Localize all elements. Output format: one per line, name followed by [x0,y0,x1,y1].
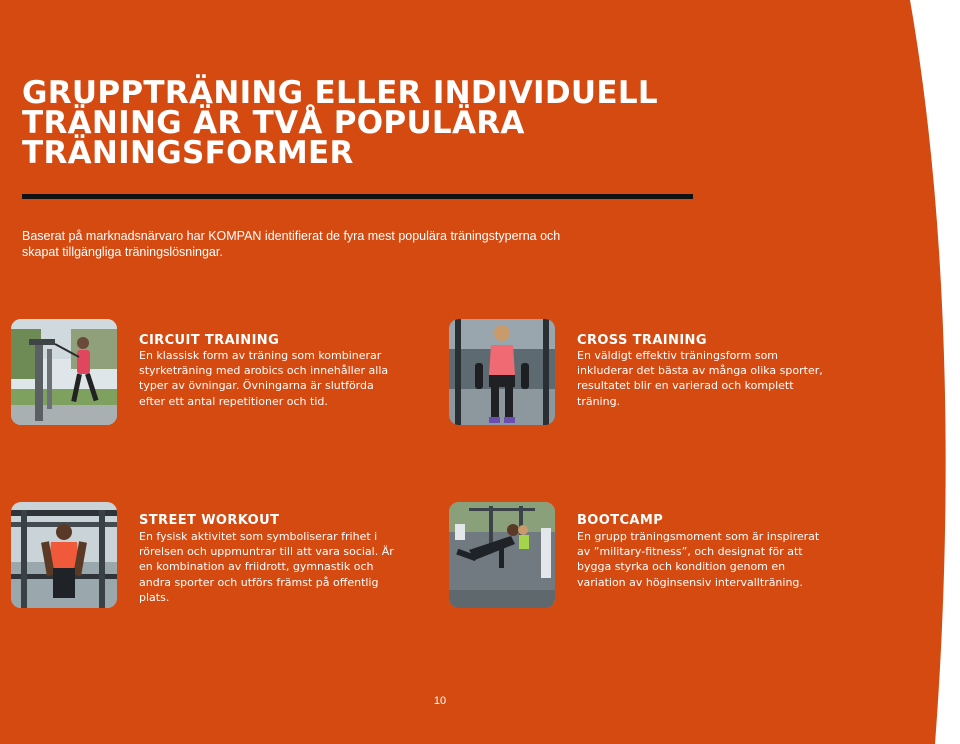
card-title-cross-training: CROSS TRAINING [577,333,707,348]
card-text-circuit-training: En klassisk form av träning som kombinerar styrketräning med arobics och innehåller alla typer av övningar. Övningarna är slutförda efter ett antal repetitioner och tid. [139,349,389,408]
page-title [22,75,722,171]
intro-text: Baserat på marknadsnärvaro har KOMPAN identifierat de fyra mest populära träningstyperna och skapat tillgängliga träningslösningar. [22,229,561,259]
card-text-bootcamp: En grupp träningsmoment som är inspirerat av ”military-fitness”, och designat för att bygga styrka och kondition genom en variation av höginsensiv intervallträning. [577,530,820,589]
card-title-bootcamp: BOOTCAMP [577,513,664,528]
card-title-street-workout: STREET WORKOUT [139,513,280,528]
title-divider [22,194,693,199]
cross-training-photo [449,319,555,425]
card-title-circuit-training: CIRCUIT TRAINING [139,333,280,348]
street-workout-photo [11,502,117,608]
page-number: 10 [433,695,447,707]
title-line-1: GRUPPTRÄNING ELLER INDIVIDUELL [22,75,658,111]
card-text-cross-training: En väldigt effektiv träningsform som inkluderar det bästa av många olika sporter, resultatet blir en varierad och komplett träning. [577,349,823,408]
bootcamp-photo [449,502,555,608]
title-line-2: TRÄNING ÄR TVÅ POPULÄRA [22,105,525,141]
title-line-3: TRÄNINGSFORMER [22,135,354,171]
card-text-street-workout: En fysisk aktivitet som symboliserar frihet i rörelsen och uppmuntrar till att vara social. Är en kombination av friidrott, gymnastik och andra sporter och utförs främst på offentlig plats. [139,530,394,604]
circuit-training-photo [11,319,117,425]
